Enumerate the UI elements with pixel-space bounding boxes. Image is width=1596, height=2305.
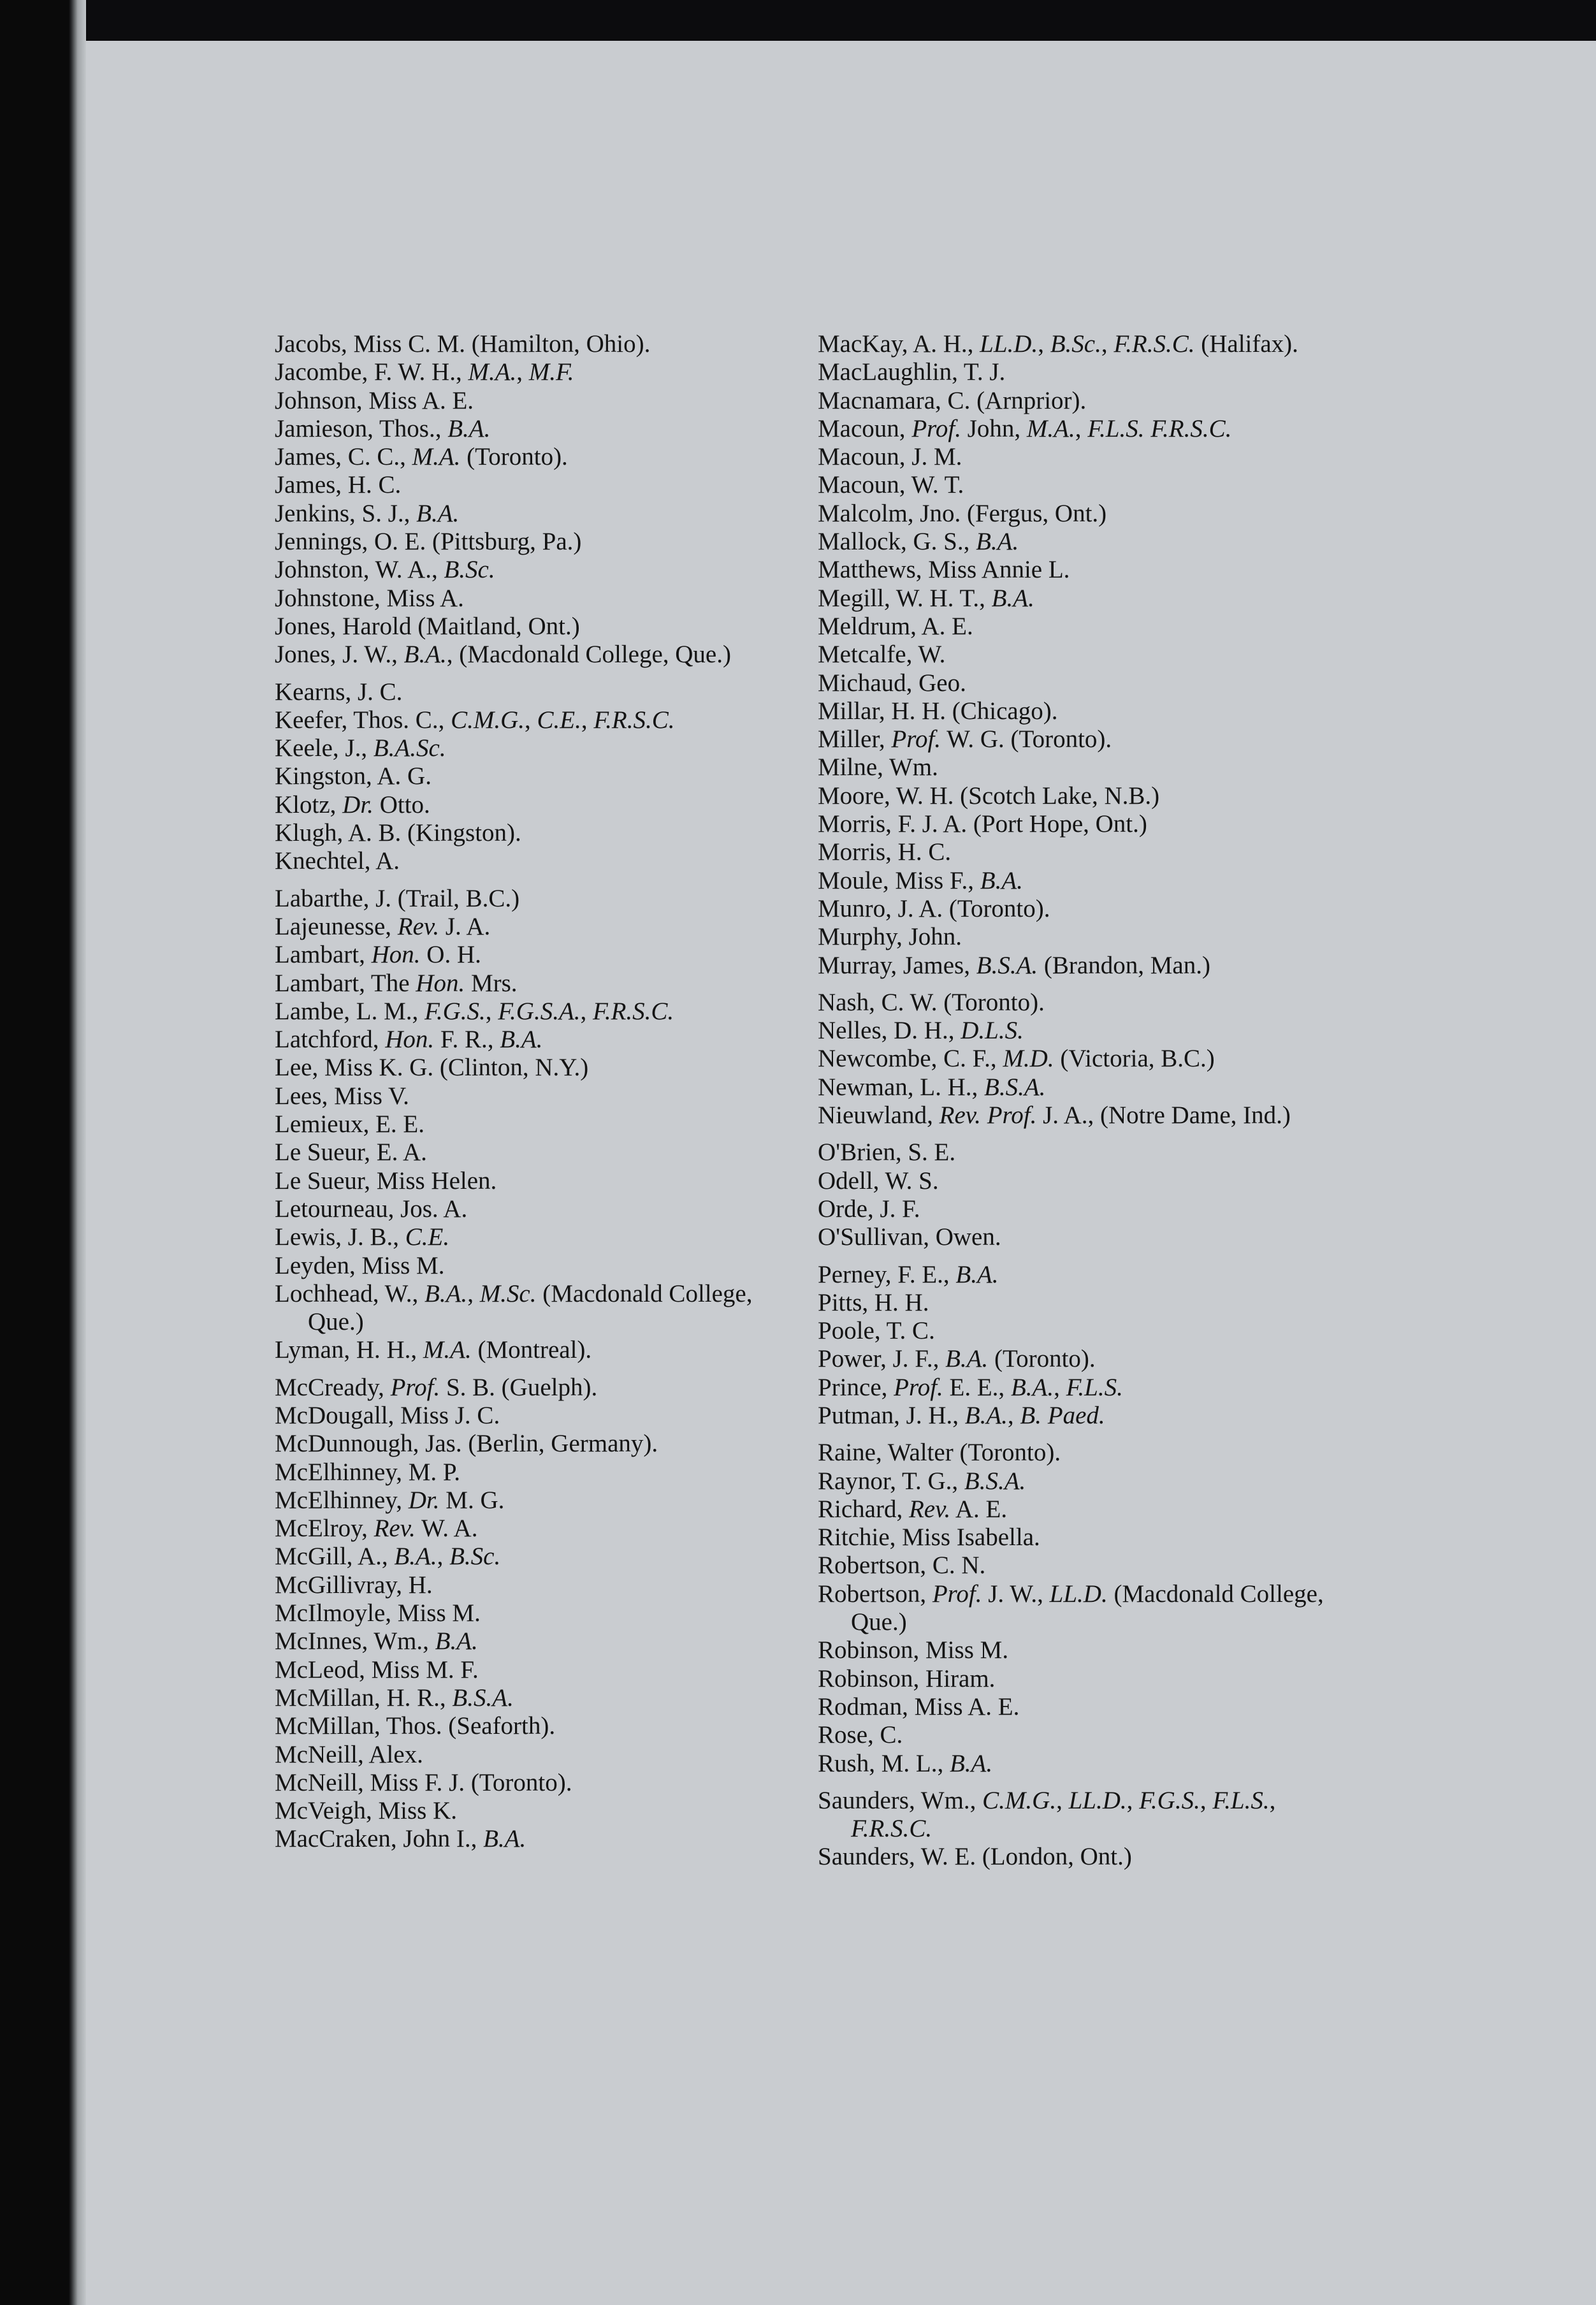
member-entry: Power, J. F., B.A. (Toronto). bbox=[818, 1345, 1096, 1373]
member-list-right-column bbox=[818, 330, 1328, 1872]
member-entry: Rush, M. L., B.A. bbox=[818, 1749, 993, 1777]
member-entry: Megill, W. H. T., B.A. bbox=[818, 584, 1034, 612]
member-entry: McElhinney, M. P. bbox=[275, 1458, 461, 1486]
member-entry: Jacobs, Miss C. M. (Hamilton, Ohio). bbox=[275, 330, 651, 358]
member-entry: McInnes, Wm., B.A. bbox=[275, 1627, 478, 1655]
member-entry: Raynor, T. G., B.S.A. bbox=[818, 1467, 1026, 1495]
member-entry: James, H. C. bbox=[275, 471, 402, 499]
member-entry: Lajeunesse, Rev. J. A. bbox=[275, 912, 491, 940]
film-left-border bbox=[0, 0, 86, 2305]
member-entry: Meldrum, A. E. bbox=[818, 612, 973, 640]
member-entry: MacCraken, John I., B.A. bbox=[275, 1825, 526, 1853]
member-entry: Kingston, A. G. bbox=[275, 762, 432, 790]
member-entry: Lemieux, E. E. bbox=[275, 1110, 425, 1138]
member-entry: McElhinney, Dr. M. G. bbox=[275, 1486, 505, 1514]
member-entry: Poole, T. C. bbox=[818, 1317, 935, 1345]
member-entry: Le Sueur, E. A. bbox=[275, 1138, 427, 1167]
member-entry: Newcombe, C. F., M.D. (Victoria, B.C.) bbox=[818, 1045, 1215, 1073]
member-entry: McElroy, Rev. W. A. bbox=[275, 1515, 478, 1543]
member-entry: O'Brien, S. E. bbox=[818, 1138, 956, 1167]
member-entry: Putman, J. H., B.A., B. Paed. bbox=[818, 1401, 1105, 1429]
member-entry: Moore, W. H. (Scotch Lake, N.B.) bbox=[818, 782, 1160, 810]
member-entry: Klugh, A. B. (Kingston). bbox=[275, 819, 521, 847]
member-entry: Richard, Rev. A. E. bbox=[818, 1495, 1008, 1523]
member-entry: Robertson, Prof. J. W., LL.D. (Macdonald College, Que.) bbox=[818, 1580, 1324, 1636]
member-entry: Michaud, Geo. bbox=[818, 669, 966, 697]
member-entry: Saunders, W. E. (London, Ont.) bbox=[818, 1843, 1132, 1871]
member-entry: Robinson, Miss M. bbox=[818, 1636, 1009, 1664]
member-entry: Knechtel, A. bbox=[275, 847, 400, 875]
member-entry: McMillan, Thos. (Seaforth). bbox=[275, 1712, 556, 1740]
member-entry: Lochhead, W., B.A., M.Sc. (Macdonald College, Que.) bbox=[275, 1279, 753, 1336]
member-entry: McGill, A., B.A., B.Sc. bbox=[275, 1543, 501, 1571]
member-entry: Macoun, W. T. bbox=[818, 471, 964, 499]
member-entry: Mallock, G. S., B.A. bbox=[818, 528, 1019, 556]
member-entry: McMillan, H. R., B.S.A. bbox=[275, 1683, 514, 1712]
member-entry: Prince, Prof. E. E., B.A., F.L.S. bbox=[818, 1373, 1123, 1401]
member-entry: Letourneau, Jos. A. bbox=[275, 1195, 468, 1223]
member-entry: Johnston, W. A., B.Sc. bbox=[275, 556, 495, 584]
member-list-left-column bbox=[275, 330, 759, 1854]
member-entry: Latchford, Hon. F. R., B.A. bbox=[275, 1026, 543, 1054]
member-entry: Murphy, John. bbox=[818, 923, 962, 951]
member-entry: Pitts, H. H. bbox=[818, 1288, 929, 1316]
member-entry: Keele, J., B.A.Sc. bbox=[275, 734, 446, 762]
member-entry: James, C. C., M.A. (Toronto). bbox=[275, 443, 568, 471]
member-entry: Nelles, D. H., D.L.S. bbox=[818, 1017, 1024, 1045]
member-entry: Lambart, The Hon. Mrs. bbox=[275, 969, 518, 997]
member-entry: Labarthe, J. (Trail, B.C.) bbox=[275, 884, 520, 912]
member-entry: Robinson, Hiram. bbox=[818, 1664, 996, 1692]
member-entry: Lee, Miss K. G. (Clinton, N.Y.) bbox=[275, 1054, 589, 1082]
member-entry: Lyman, H. H., M.A. (Montreal). bbox=[275, 1336, 592, 1364]
member-entry: Lambe, L. M., F.G.S., F.G.S.A., F.R.S.C. bbox=[275, 997, 674, 1025]
member-entry: Nash, C. W. (Toronto). bbox=[818, 988, 1045, 1016]
member-entry: Le Sueur, Miss Helen. bbox=[275, 1167, 497, 1195]
member-entry: McDunnough, Jas. (Berlin, Germany). bbox=[275, 1430, 658, 1458]
member-entry: Robertson, C. N. bbox=[818, 1552, 986, 1580]
member-entry: O'Sullivan, Owen. bbox=[818, 1223, 1001, 1251]
member-entry: Saunders, Wm., C.M.G., LL.D., F.G.S., F.L.S., F.R.S.C. bbox=[818, 1786, 1276, 1843]
member-entry: McNeill, Alex. bbox=[275, 1740, 423, 1768]
member-entry: Morris, H. C. bbox=[818, 838, 952, 866]
member-entry: Jones, J. W., B.A., (Macdonald College, Que.) bbox=[275, 641, 731, 669]
member-entry: McGillivray, H. bbox=[275, 1571, 433, 1599]
member-entry: Murray, James, B.S.A. (Brandon, Man.) bbox=[818, 951, 1210, 979]
member-entry: Jennings, O. E. (Pittsburg, Pa.) bbox=[275, 528, 582, 556]
member-entry: Odell, W. S. bbox=[818, 1167, 939, 1195]
member-entry: MacLaughlin, T. J. bbox=[818, 358, 1006, 386]
member-entry: McCready, Prof. S. B. (Guelph). bbox=[275, 1373, 598, 1401]
member-entry: Jenkins, S. J., B.A. bbox=[275, 499, 460, 527]
member-entry: Leyden, Miss M. bbox=[275, 1251, 445, 1279]
member-entry: Jacombe, F. W. H., M.A., M.F. bbox=[275, 358, 574, 386]
member-entry: McDougall, Miss J. C. bbox=[275, 1401, 500, 1429]
member-entry: Rodman, Miss A. E. bbox=[818, 1692, 1020, 1720]
member-entry: McIlmoyle, Miss M. bbox=[275, 1599, 481, 1627]
member-entry: Nieuwland, Rev. Prof. J. A., (Notre Dame, Ind.) bbox=[818, 1102, 1291, 1130]
member-entry: MacKay, A. H., LL.D., B.Sc., F.R.S.C. (Halifax). bbox=[818, 330, 1298, 358]
member-entry: Newman, L. H., B.S.A. bbox=[818, 1073, 1046, 1101]
member-entry: McVeigh, Miss K. bbox=[275, 1797, 458, 1825]
member-entry: Moule, Miss F., B.A. bbox=[818, 866, 1023, 894]
member-entry: Klotz, Dr. Otto. bbox=[275, 790, 430, 818]
member-entry: Jones, Harold (Maitland, Ont.) bbox=[275, 612, 580, 640]
member-entry: Lees, Miss V. bbox=[275, 1082, 409, 1110]
member-entry: Munro, J. A. (Toronto). bbox=[818, 894, 1050, 922]
member-entry: Lambart, Hon. O. H. bbox=[275, 941, 481, 969]
member-entry: Raine, Walter (Toronto). bbox=[818, 1439, 1061, 1467]
member-entry: Matthews, Miss Annie L. bbox=[818, 556, 1070, 584]
member-entry: Morris, F. J. A. (Port Hope, Ont.) bbox=[818, 810, 1147, 838]
film-top-border bbox=[0, 0, 1596, 41]
member-entry: Malcolm, Jno. (Fergus, Ont.) bbox=[818, 499, 1107, 527]
member-entry: Macnamara, C. (Arnprior). bbox=[818, 386, 1087, 414]
member-entry: Kearns, J. C. bbox=[275, 678, 403, 706]
member-entry: Keefer, Thos. C., C.M.G., C.E., F.R.S.C. bbox=[275, 706, 675, 734]
member-entry: Orde, J. F. bbox=[818, 1195, 920, 1223]
member-entry: Milne, Wm. bbox=[818, 753, 938, 782]
member-entry: Millar, H. H. (Chicago). bbox=[818, 697, 1058, 725]
member-entry: Macoun, Prof. John, M.A., F.L.S. F.R.S.C. bbox=[818, 414, 1232, 442]
member-entry: Miller, Prof. W. G. (Toronto). bbox=[818, 725, 1112, 753]
member-entry: McNeill, Miss F. J. (Toronto). bbox=[275, 1768, 572, 1796]
member-entry: Jamieson, Thos., B.A. bbox=[275, 414, 491, 442]
member-entry: Johnstone, Miss A. bbox=[275, 584, 464, 612]
member-entry: Macoun, J. M. bbox=[818, 443, 962, 471]
member-entry: Lewis, J. B., C.E. bbox=[275, 1223, 450, 1251]
member-entry: Rose, C. bbox=[818, 1721, 903, 1749]
member-entry: Johnson, Miss A. E. bbox=[275, 386, 474, 414]
member-entry: McLeod, Miss M. F. bbox=[275, 1655, 479, 1683]
member-entry: Metcalfe, W. bbox=[818, 641, 946, 669]
member-entry: Ritchie, Miss Isabella. bbox=[818, 1523, 1040, 1552]
member-entry: Perney, F. E., B.A. bbox=[818, 1260, 999, 1288]
